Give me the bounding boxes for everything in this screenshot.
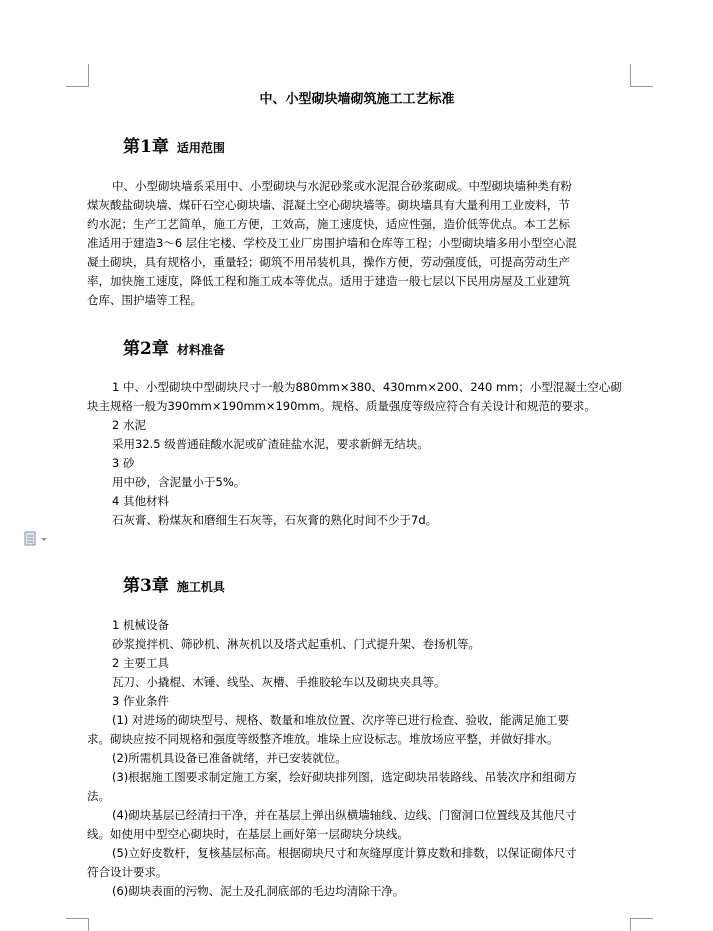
text-line: 3 作业条件 bbox=[112, 694, 169, 708]
page-corner-mark bbox=[630, 64, 653, 87]
text-line: (5)立好皮数杆，复核基层标高。根据砌块尺寸和灰缝厚度计算皮数和排数，以保证砌体尺寸 bbox=[112, 846, 577, 860]
page-corner-mark bbox=[66, 918, 89, 931]
text-line: 石灰膏、粉煤灰和磨细生石灰等，石灰膏的熟化时间不少于7d。 bbox=[112, 513, 438, 527]
chapter-name: 材料准备 bbox=[176, 343, 225, 357]
text-line: 2 主要工具 bbox=[112, 656, 169, 670]
text-line: 1 机械设备 bbox=[112, 618, 169, 632]
text-line: 凝土砌块，具有规格小，重量轻；砌筑不用吊装机具，操作方便，劳动强度低，可提高劳动生产 bbox=[87, 255, 570, 269]
text-line: 法。 bbox=[87, 789, 110, 803]
text-line: (3)根据施工图要求制定施工方案，绘好砌块排列图，选定砌块吊装路线、吊装次序和组砌方 bbox=[112, 770, 577, 784]
text-line: (1) 对进场的砌块型号、规格、数量和堆放位置、次序等已进行检查、验收，能满足施工要 bbox=[112, 713, 569, 727]
text-line: 中、小型砌块墙系采用中、小型砌块与水泥砂浆或水泥混合砂浆砌成。中型砌块墙种类有粉 bbox=[112, 179, 572, 193]
chapter-heading bbox=[123, 334, 225, 359]
text-line: 准适用于建造3～6 层住宅楼、学校及工业厂房围护墙和仓库等工程；小型砌块墙多用小型空心混 bbox=[87, 236, 577, 250]
chapter-paragraph bbox=[87, 616, 619, 901]
chapter-number: 第1章 bbox=[123, 137, 169, 157]
chapter-name: 施工机具 bbox=[176, 580, 225, 594]
text-line: 用中砂，含泥量小于5%。 bbox=[112, 475, 246, 489]
text-line: 煤灰酸盐砌块墙、煤矸石空心砌块墙、混凝土空心砌块墙等。砌块墙具有大量利用工业废料，节 bbox=[87, 198, 570, 212]
document-title: 中、小型砌块墙砌筑施工工艺标准 bbox=[259, 92, 455, 107]
text-line: (6)砌块表面的污物、泥土及孔洞底部的毛边均清除干净。 bbox=[112, 884, 405, 898]
page-corner-mark bbox=[630, 918, 653, 931]
text-line: 1 中、小型砌块中型砌块尺寸一般为880mm×380、430mm×200、240 mm；小型混凝土空心砌 bbox=[112, 380, 622, 394]
text-line: 4 其他材料 bbox=[112, 494, 169, 508]
text-line: 砂浆搅拌机、筛砂机、淋灰机以及塔式起重机、门式提升架、卷扬机等。 bbox=[112, 637, 480, 651]
paste-options-icon[interactable] bbox=[24, 531, 52, 547]
chapter-number: 第2章 bbox=[123, 339, 169, 359]
text-line: 约水泥；生产工艺简单，施工方便，工效高，施工速度快，适应性强，造价低等优点。本工艺标 bbox=[87, 217, 570, 231]
text-line: (4)砌块基层已经清扫干净，并在基层上弹出纵横墙轴线、边线、门窗洞口位置线及其他尺寸 bbox=[112, 808, 577, 822]
text-line: 率，加快施工速度，降低工程和施工成本等优点。适用于建造一般七层以下民用房屋及工业建筑 bbox=[87, 274, 570, 288]
page-corner-mark bbox=[66, 64, 89, 87]
chapter-paragraph bbox=[87, 177, 619, 310]
text-line: 2 水泥 bbox=[112, 418, 146, 432]
chapter-heading bbox=[123, 132, 225, 157]
text-line: 符合设计要求。 bbox=[87, 865, 168, 879]
text-line: 仓库、围护墙等工程。 bbox=[87, 293, 202, 307]
text-line: 线。如使用中型空心砌块时，在基层上画好第一层砌块分块线。 bbox=[87, 827, 409, 841]
text-line: 瓦刀、小撬棍、木锤、线坠、灰槽、手推胶轮车以及砌块夹具等。 bbox=[112, 675, 446, 689]
chapter-name: 适用范围 bbox=[176, 141, 225, 155]
chapter-paragraph bbox=[87, 378, 622, 530]
chapter-number: 第3章 bbox=[123, 576, 169, 596]
chapter-heading bbox=[123, 571, 225, 596]
text-line: 采用32.5 级普通硅酸水泥或矿渣硅盐水泥，要求新鲜无结块。 bbox=[112, 437, 429, 451]
text-line: 块主规格一般为390mm×190mm×190mm。规格、质量强度等级应符合有关设计和规范的要求。 bbox=[87, 399, 596, 413]
text-line: 求。砌块应按不同规格和强度等级整齐堆放。堆垛上应设标志。堆放场应平整，并做好排水。 bbox=[87, 732, 559, 746]
text-line: (2)所需机具设备已准备就绪，并已安装就位。 bbox=[112, 751, 347, 765]
text-line: 3 砂 bbox=[112, 456, 135, 470]
